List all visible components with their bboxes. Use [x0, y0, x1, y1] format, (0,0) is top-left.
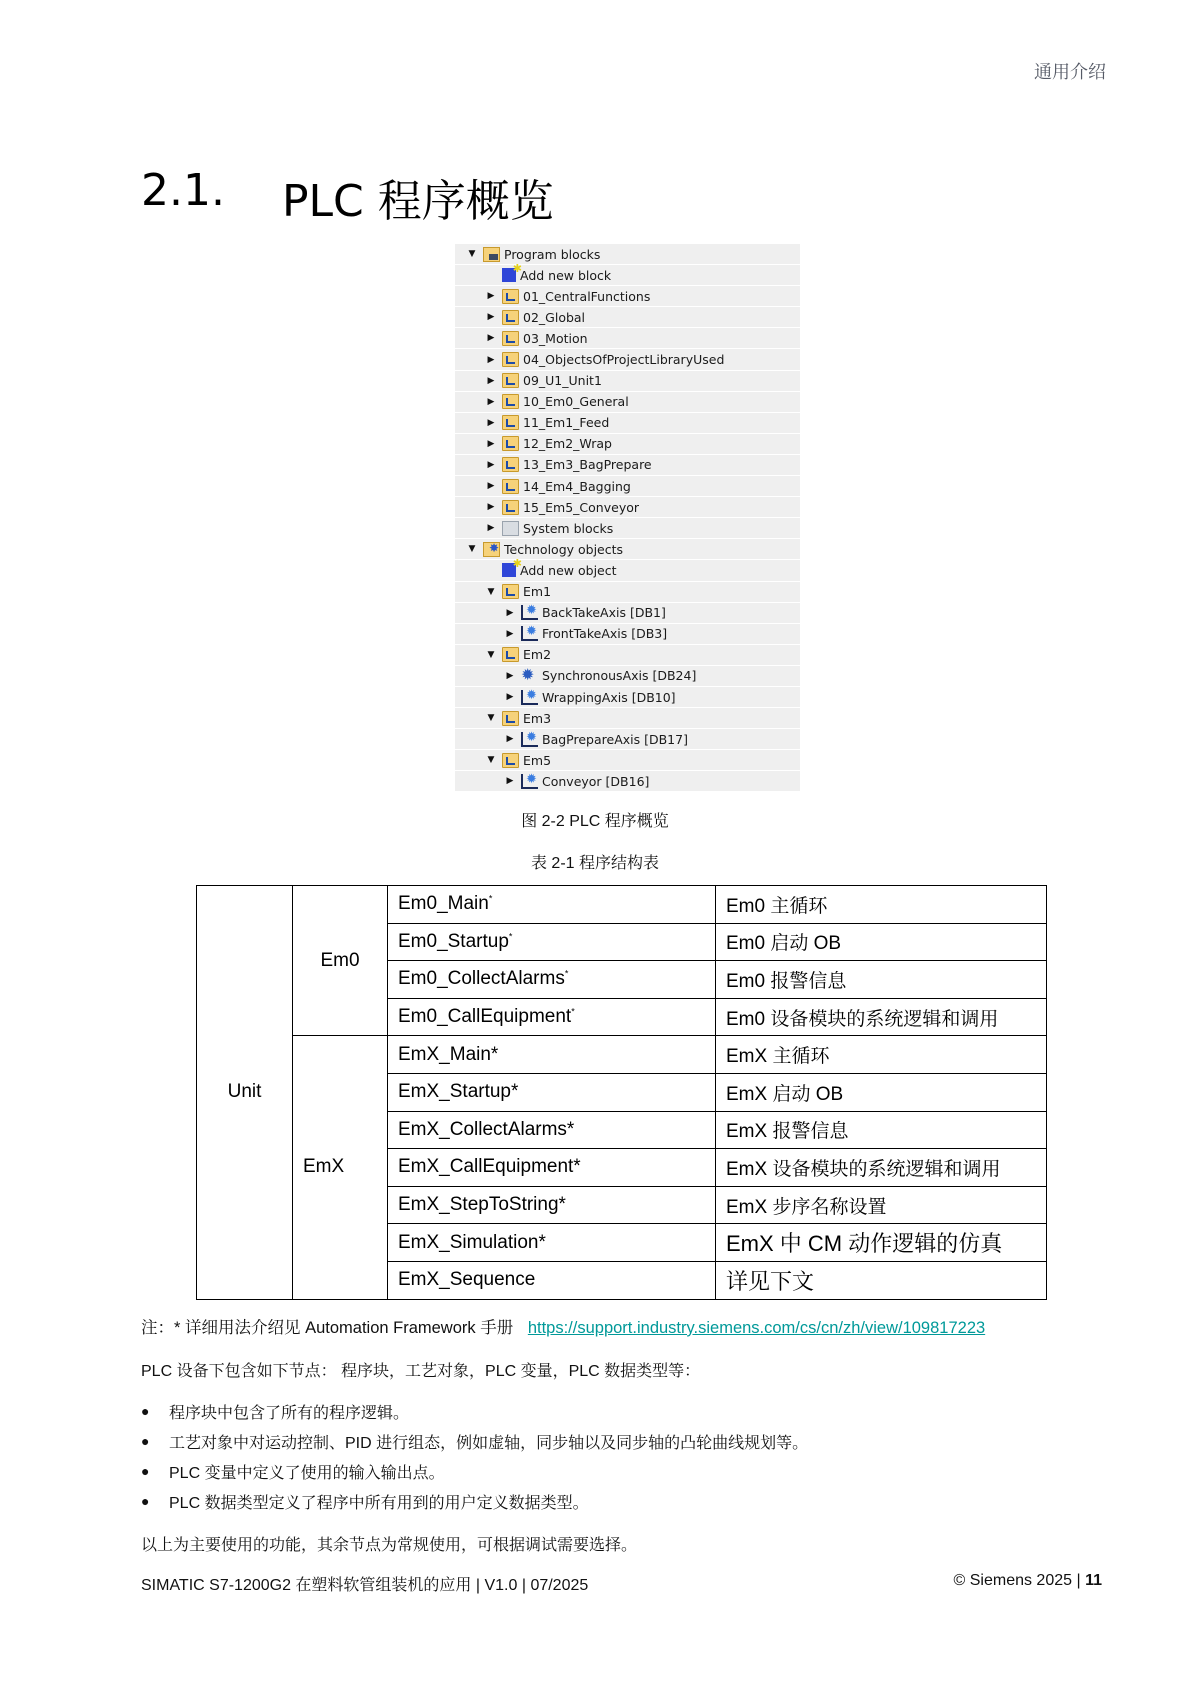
summary-paragraph: 以上为主要使用的功能，其余节点为常规使用，可根据调试需要选择。 — [141, 1537, 638, 1554]
add-new-icon — [502, 268, 516, 282]
collapsed-arrow-icon[interactable]: ▶ — [506, 670, 514, 681]
tree-item[interactable] — [455, 539, 800, 560]
table-row — [197, 1036, 1047, 1074]
collapsed-arrow-icon[interactable]: ▶ — [487, 291, 495, 302]
tree-item-label: BagPrepareAxis [DB17] — [542, 731, 688, 747]
tree-item-label: 14_Em4_Bagging — [523, 478, 631, 494]
collapsed-arrow-icon[interactable]: ▶ — [487, 333, 495, 344]
collapsed-arrow-icon[interactable]: ▶ — [487, 438, 495, 449]
group-folder-icon — [502, 331, 519, 346]
footer-doc-info: SIMATIC S7-1200G2 在塑料软管组装机的应用 | V1.0 | 07/2025 — [141, 1577, 589, 1594]
block-name-cell: EmX_CallEquipment* — [388, 1149, 716, 1187]
block-description-cell: EmX 主循环 — [716, 1036, 1047, 1074]
block-name-cell: Em0_CollectAlarms* — [388, 961, 716, 999]
group-folder-icon — [502, 310, 519, 325]
expanded-arrow-icon[interactable]: ▼ — [468, 544, 476, 555]
bullet-item: ● PLC 数据类型定义了程序中所有用到的用户定义数据类型。 — [141, 1493, 589, 1512]
no-toggle — [486, 270, 496, 280]
block-description-cell: EmX 设备模块的系统逻辑和调用 — [716, 1149, 1047, 1187]
expanded-arrow-icon[interactable]: ▼ — [487, 755, 495, 766]
block-name-cell: EmX_StepToString* — [388, 1186, 716, 1224]
tree-item[interactable] — [455, 349, 800, 370]
section-number: 2.1. — [141, 165, 225, 216]
tree-item[interactable] — [455, 476, 800, 497]
tree-item[interactable] — [455, 518, 800, 539]
tree-item[interactable] — [455, 603, 800, 624]
bullet-icon: ● — [141, 1493, 150, 1509]
tree-item-label: Em2 — [523, 647, 552, 663]
expanded-arrow-icon[interactable]: ▼ — [468, 249, 476, 260]
tree-item[interactable] — [455, 497, 800, 518]
tree-item[interactable] — [455, 666, 800, 687]
tree-item[interactable] — [455, 771, 800, 792]
bullet-icon: ● — [141, 1433, 150, 1449]
tree-item-label: BackTakeAxis [DB1] — [542, 605, 666, 621]
tree-item[interactable] — [455, 582, 800, 603]
collapsed-arrow-icon[interactable]: ▶ — [487, 396, 495, 407]
technology-objects-folder-icon — [483, 542, 500, 557]
block-description-cell: EmX 中 CM 动作逻辑的仿真 — [716, 1224, 1047, 1262]
group-folder-icon — [502, 753, 519, 768]
tree-item-label: Add new object — [520, 562, 617, 578]
tree-item-label: Add new block — [520, 267, 612, 283]
bullet-icon: ● — [141, 1463, 150, 1479]
group-folder-icon — [502, 647, 519, 662]
group-cell: Em0 — [293, 886, 388, 1036]
tree-item[interactable] — [455, 687, 800, 708]
block-description-cell: Em0 主循环 — [716, 886, 1047, 924]
tree-item-label: WrappingAxis [DB10] — [542, 689, 676, 705]
tree-item[interactable] — [455, 328, 800, 349]
bullet-item: ● 程序块中包含了所有的程序逻辑。 — [141, 1403, 410, 1422]
group-folder-icon — [502, 352, 519, 367]
expanded-arrow-icon[interactable]: ▼ — [487, 649, 495, 660]
page-number: 11 — [1085, 1572, 1102, 1589]
tree-item-label: FrontTakeAxis [DB3] — [542, 626, 668, 642]
group-folder-icon — [502, 711, 519, 726]
block-description-cell: Em0 设备模块的系统逻辑和调用 — [716, 998, 1047, 1036]
table-row — [197, 886, 1047, 924]
block-description-cell: EmX 步序名称设置 — [716, 1186, 1047, 1224]
group-folder-icon — [502, 500, 519, 515]
expanded-arrow-icon[interactable]: ▼ — [487, 713, 495, 724]
footer-copyright: © Siemens 2025 | 11 — [953, 1572, 1102, 1589]
group-folder-icon — [502, 584, 519, 599]
collapsed-arrow-icon[interactable]: ▶ — [487, 312, 495, 323]
axis-icon — [521, 605, 538, 620]
group-folder-icon — [502, 373, 519, 388]
table-caption: 表 2-1 程序结构表 — [530, 855, 660, 872]
axis-icon — [521, 774, 538, 789]
collapsed-arrow-icon[interactable]: ▶ — [487, 354, 495, 365]
group-folder-icon — [502, 394, 519, 409]
no-toggle — [486, 565, 496, 575]
tree-item[interactable] — [455, 413, 800, 434]
tree-item[interactable] — [455, 286, 800, 307]
tree-item[interactable] — [455, 624, 800, 645]
footnote-text: 注：* 详细用法介绍见 Automation Framework 手册 — [141, 1319, 514, 1337]
tree-item-label: 03_Motion — [523, 330, 588, 346]
collapsed-arrow-icon[interactable]: ▶ — [506, 776, 514, 787]
group-cell: EmX — [293, 1036, 388, 1299]
collapsed-arrow-icon[interactable]: ▶ — [487, 481, 495, 492]
expanded-arrow-icon[interactable]: ▼ — [487, 586, 495, 597]
footnote — [141, 1314, 985, 1338]
collapsed-arrow-icon[interactable]: ▶ — [506, 734, 514, 745]
tree-item-label: Program blocks — [504, 246, 601, 262]
section-title-text: PLC 程序概览 — [282, 176, 554, 227]
axis-icon — [521, 732, 538, 747]
intro-paragraph: PLC 设备下包含如下节点： 程序块，工艺对象，PLC 变量，PLC 数据类型等： — [141, 1363, 701, 1380]
block-description-cell: Em0 启动 OB — [716, 923, 1047, 961]
block-description-cell: 详见下文 — [716, 1261, 1047, 1299]
tree-item-label: 10_Em0_General — [523, 394, 629, 410]
block-name-cell: Em0_Startup* — [388, 923, 716, 961]
tree-item[interactable] — [455, 434, 800, 455]
collapsed-arrow-icon[interactable]: ▶ — [487, 502, 495, 513]
tree-item[interactable] — [455, 560, 800, 581]
manual-link[interactable]: https://support.industry.siemens.com/cs/cn/zh/view/109817223 — [527, 1319, 986, 1337]
bullet-item: ● 工艺对象中对运动控制、PID 进行组态，例如虚轴，同步轴以及同步轴的凸轮曲线规划等。 — [141, 1433, 809, 1452]
tree-item-label: Em1 — [523, 584, 552, 600]
block-name-cell: EmX_CollectAlarms* — [388, 1111, 716, 1149]
block-name-cell: EmX_Simulation* — [388, 1224, 716, 1262]
tree-item[interactable] — [455, 455, 800, 476]
tree-item-label: Em5 — [523, 752, 552, 768]
block-name-cell: Em0_CallEquipment* — [388, 998, 716, 1036]
bullet-item: ● PLC 变量中定义了使用的输入输出点。 — [141, 1463, 445, 1482]
tree-item-label: 15_Em5_Conveyor — [523, 499, 640, 515]
collapsed-arrow-icon[interactable]: ▶ — [506, 628, 514, 639]
collapsed-arrow-icon[interactable]: ▶ — [487, 417, 495, 428]
tree-item[interactable] — [455, 750, 800, 771]
axis-icon — [521, 626, 538, 641]
block-name-cell: Em0_Main* — [388, 886, 716, 924]
tree-item[interactable] — [455, 265, 800, 286]
tree-item-label: 11_Em1_Feed — [523, 415, 610, 431]
tree-item-label: 01_CentralFunctions — [523, 288, 651, 304]
collapsed-arrow-icon[interactable]: ▶ — [506, 692, 514, 703]
group-folder-icon — [502, 479, 519, 494]
tree-item[interactable] — [455, 307, 800, 328]
tree-item-label: 02_Global — [523, 309, 586, 325]
figure-caption: 图 2-2 PLC 程序概览 — [521, 813, 669, 830]
program-structure-table — [196, 885, 1047, 1300]
add-new-icon — [502, 563, 516, 577]
tree-item-label: 13_Em3_BagPrepare — [523, 457, 652, 473]
group-folder-icon — [502, 436, 519, 451]
tree-item-label: 04_ObjectsOfProjectLibraryUsed — [523, 352, 725, 368]
block-description-cell: EmX 启动 OB — [716, 1073, 1047, 1111]
section-title — [141, 165, 554, 229]
tree-item[interactable] — [455, 392, 800, 413]
group-folder-icon — [502, 457, 519, 472]
running-header: 通用介绍 — [1034, 62, 1106, 82]
block-name-cell: EmX_Main* — [388, 1036, 716, 1074]
collapsed-arrow-icon[interactable]: ▶ — [487, 523, 495, 534]
group-folder-icon — [502, 415, 519, 430]
tree-item-label: Technology objects — [504, 541, 624, 557]
tree-item[interactable] — [455, 729, 800, 750]
project-tree-screenshot — [455, 244, 800, 792]
tree-item[interactable] — [455, 708, 800, 729]
block-description-cell: Em0 报警信息 — [716, 961, 1047, 999]
unit-cell: Unit — [197, 886, 293, 1300]
block-name-cell: EmX_Startup* — [388, 1073, 716, 1111]
group-folder-icon — [502, 289, 519, 304]
tree-item[interactable] — [455, 645, 800, 666]
axis-icon — [521, 690, 538, 705]
collapsed-arrow-icon[interactable]: ▶ — [506, 607, 514, 618]
bullet-list — [141, 1396, 808, 1516]
tree-item-label: SynchronousAxis [DB24] — [542, 668, 697, 684]
block-name-cell: EmX_Sequence — [388, 1261, 716, 1299]
system-blocks-icon — [502, 521, 519, 536]
tree-item[interactable] — [455, 371, 800, 392]
tree-item-label: 09_U1_Unit1 — [523, 373, 602, 389]
tree-item[interactable] — [455, 244, 800, 265]
tree-item-label: Em3 — [523, 710, 552, 726]
collapsed-arrow-icon[interactable]: ▶ — [487, 375, 495, 386]
bullet-icon: ● — [141, 1403, 150, 1419]
tree-item-label: System blocks — [523, 520, 614, 536]
program-blocks-folder-icon — [483, 247, 500, 262]
block-description-cell: EmX 报警信息 — [716, 1111, 1047, 1149]
tree-item-label: 12_Em2_Wrap — [523, 436, 612, 452]
tree-item-label: Conveyor [DB16] — [542, 773, 650, 789]
synchronous-axis-icon — [521, 668, 538, 683]
collapsed-arrow-icon[interactable]: ▶ — [487, 459, 495, 470]
